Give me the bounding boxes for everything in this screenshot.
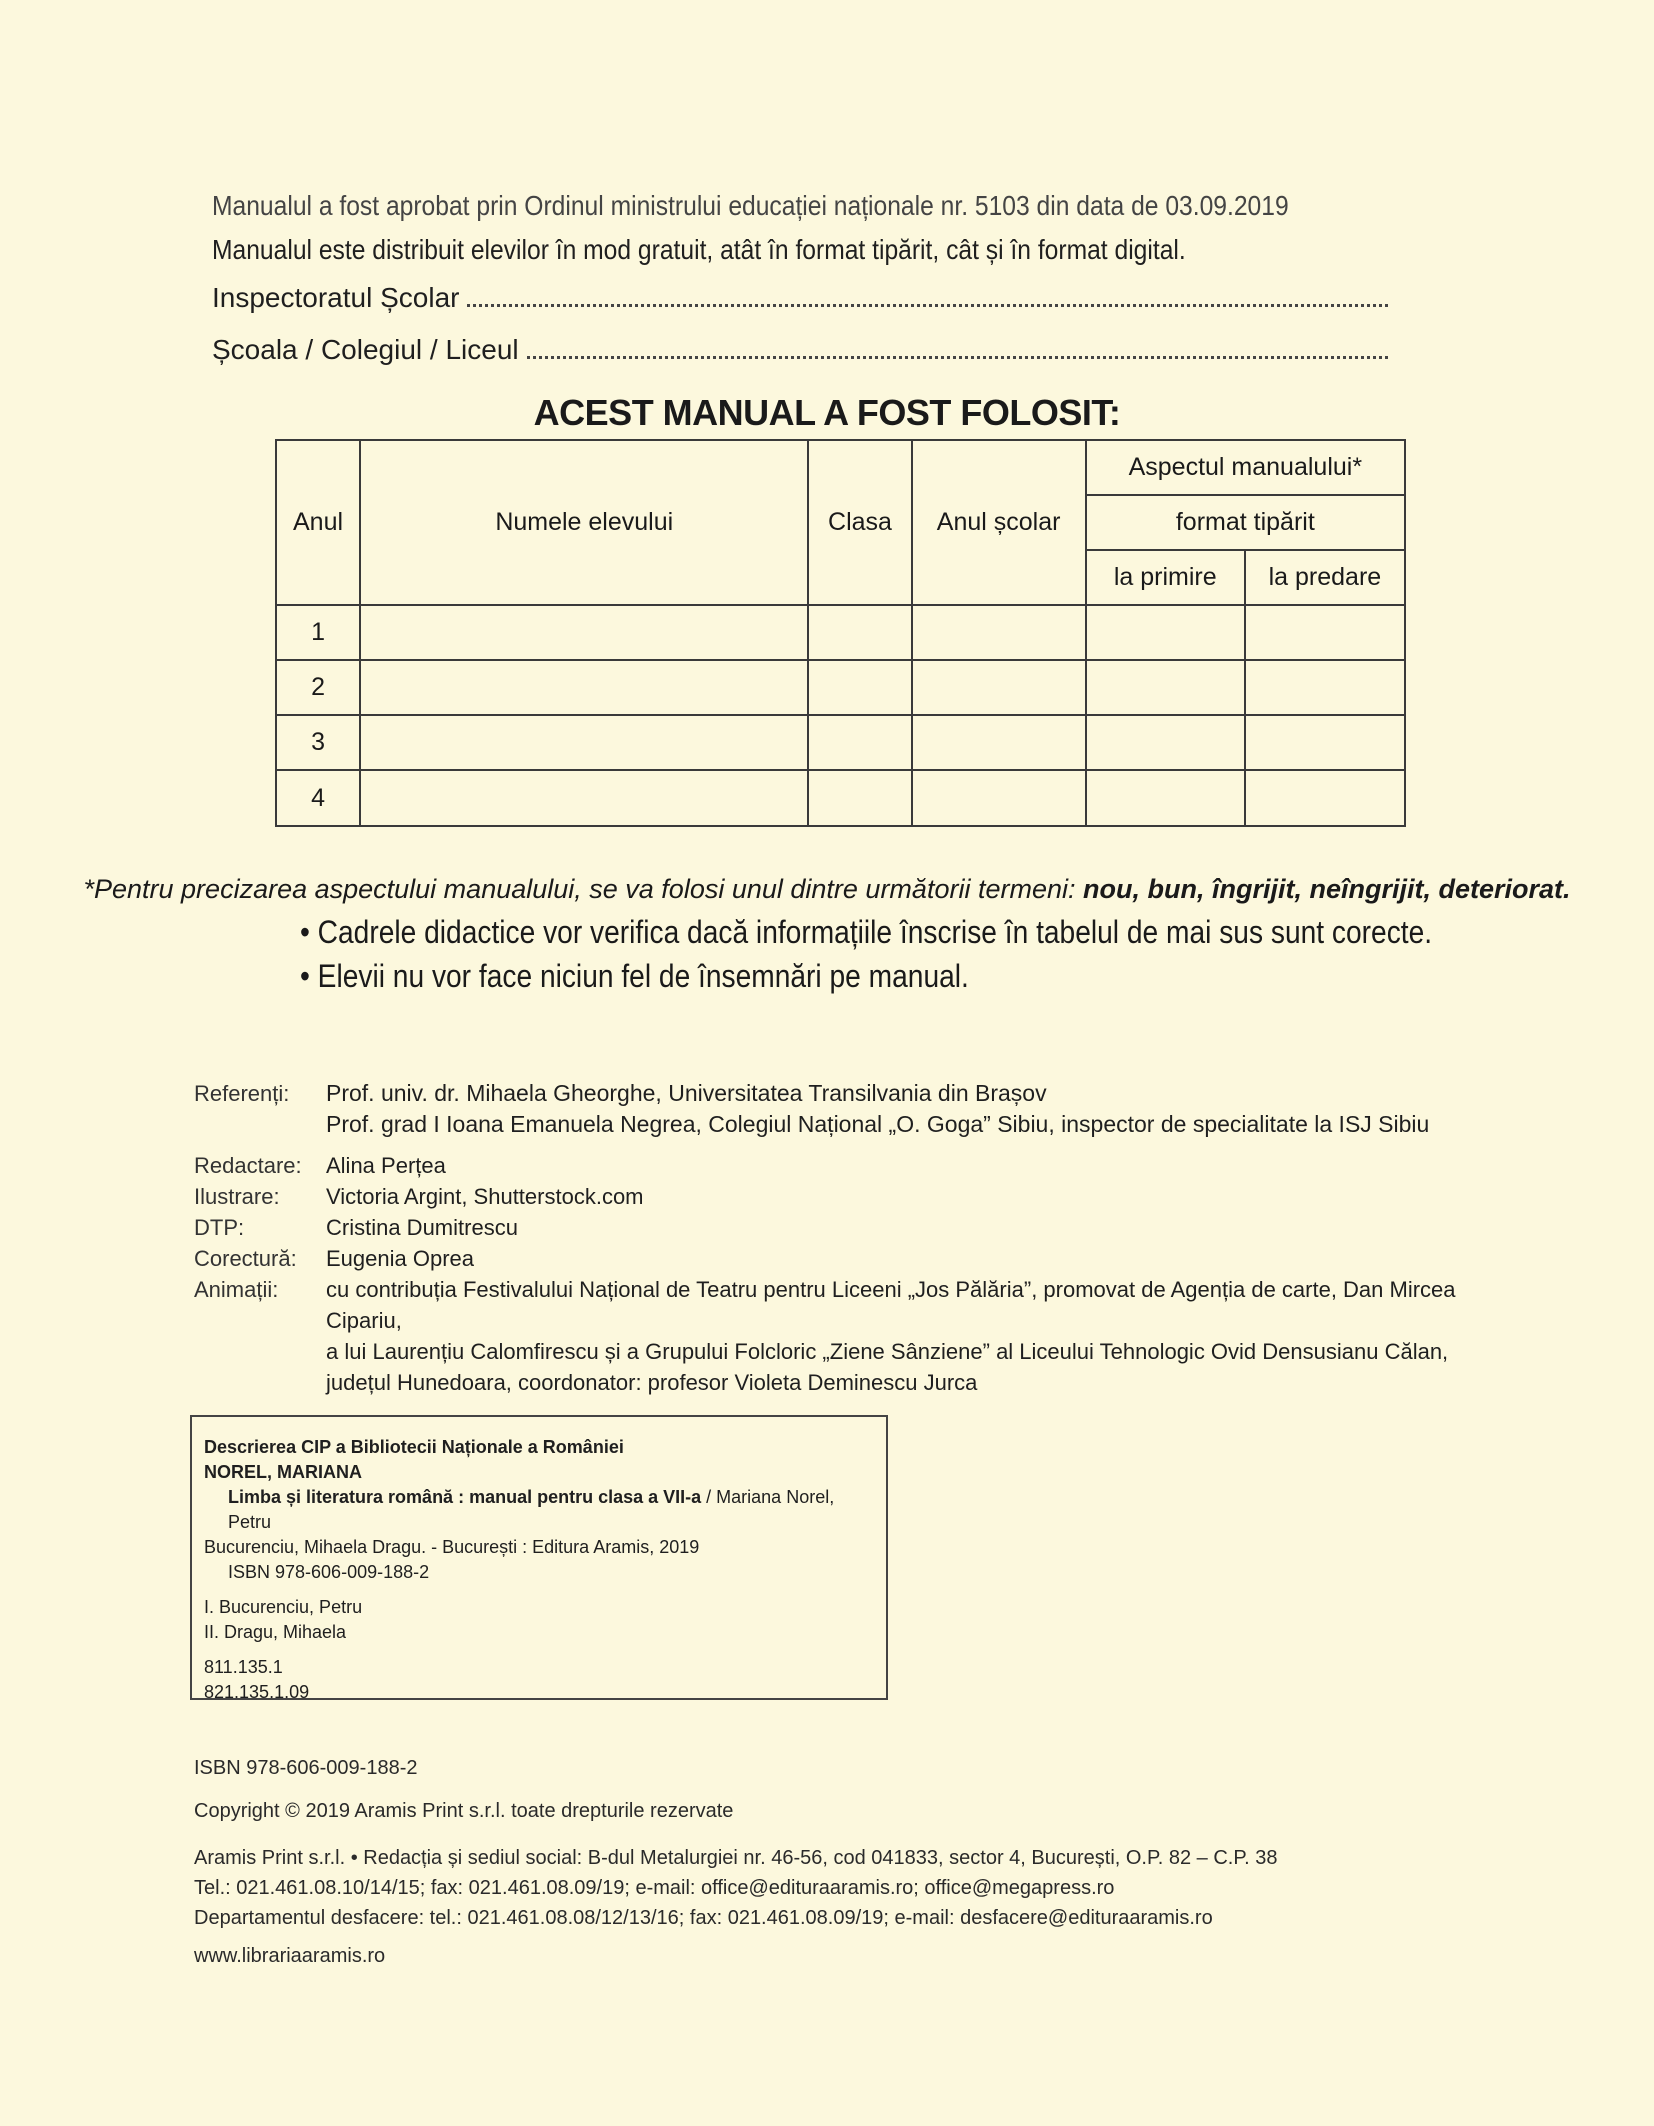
school-year-cell[interactable] — [912, 715, 1086, 770]
school-label: Școala / Colegiul / Liceul — [212, 334, 519, 365]
dtp-label: DTP: — [194, 1215, 245, 1240]
footer-sales: Departamentul desfacere: tel.: 021.461.08.08/12/13/16; fax: 021.461.08.09/19; e-mail: desfacere@edituraaramis.ro — [194, 1907, 1213, 1929]
name-cell[interactable] — [360, 660, 808, 715]
header-format: format tipărit — [1086, 495, 1405, 550]
receive-cell[interactable] — [1086, 660, 1245, 715]
header-year: Anul — [276, 440, 360, 605]
class-cell[interactable] — [808, 715, 911, 770]
receive-cell[interactable] — [1086, 715, 1245, 770]
aspect-terms: nou, bun, îngrijit, neîngrijit, deteriorat. — [1083, 874, 1571, 904]
return-cell[interactable] — [1245, 660, 1405, 715]
header-class: Clasa — [808, 440, 911, 605]
table-row — [276, 660, 1405, 715]
cip-code-2: 821.135.1.09 — [204, 1682, 310, 1702]
footer-website-link[interactable]: www.librariaaramis.ro — [194, 1945, 386, 1967]
animation-line-2: a lui Laurențiu Calomfirescu și a Grupului Folcloric „Ziene Sânziene” al Liceului Tehnologic Ovid Densusianu Călan, — [326, 1339, 1449, 1364]
school-year-cell[interactable] — [912, 770, 1086, 826]
credit-illustration — [194, 1181, 1526, 1212]
row-number: 2 — [276, 660, 360, 715]
footer-phone: Tel.: 021.461.08.10/14/15; fax: 021.461.08.09/19; e-mail: office@edituraaramis.ro; office@megapress.ro — [194, 1877, 1115, 1899]
editing-label: Redactare: — [194, 1153, 302, 1178]
class-cell[interactable] — [808, 770, 911, 826]
footer-isbn: ISBN 978-606-009-188-2 — [194, 1757, 418, 1779]
proof-value: Eugenia Oprea — [326, 1246, 474, 1271]
table-title: ACEST MANUAL A FOST FOLOSIT: — [533, 392, 1121, 433]
header-student-name: Numele elevului — [360, 440, 808, 605]
return-cell[interactable] — [1245, 770, 1405, 826]
referee-2: Prof. grad I Ioana Emanuela Negrea, Colegiul Național „O. Goga” Sibiu, inspector de specialitate la ISJ Sibiu — [326, 1111, 1430, 1137]
school-year-cell[interactable] — [912, 660, 1086, 715]
cip-coauthor-2: II. Dragu, Mihaela — [204, 1622, 347, 1642]
table-row — [276, 715, 1405, 770]
distribution-line: Manualul este distribuit elevilor în mod gratuit, atât în format tipărit, cât și în format digital. — [212, 234, 1186, 265]
proof-label: Corectură: — [194, 1246, 297, 1271]
credit-proofreading — [194, 1243, 1526, 1274]
cip-code-1: 811.135.1 — [204, 1657, 283, 1677]
animation-line-3: județul Hunedoara, coordonator: profesor Violeta Deminescu Jurca — [326, 1370, 978, 1395]
header-aspect: Aspectul manualului* — [1086, 440, 1405, 495]
referees-label: Referenți: — [194, 1081, 290, 1106]
illustration-label: Ilustrare: — [194, 1184, 280, 1209]
cip-publication: Bucurenciu, Mihaela Dragu. - București : Editura Aramis, 2019 — [204, 1537, 700, 1557]
cip-title: Limba și literatura română : manual pentru clasa a VII-a — [228, 1487, 702, 1507]
cip-header: Descrierea CIP a Bibliotecii Naționale a României — [204, 1437, 624, 1457]
receive-cell[interactable] — [1086, 605, 1245, 660]
credits-block — [194, 1078, 1526, 1398]
usage-table — [275, 439, 1406, 827]
no-notes-bullet: • Elevii nu vor face niciun fel de însemnări pe manual. — [300, 958, 969, 994]
cip-description-box — [190, 1415, 888, 1700]
credit-referees — [194, 1078, 1526, 1109]
class-cell[interactable] — [808, 660, 911, 715]
teacher-check-bullet: • Cadrele didactice vor verifica dacă informațiile înscrise în tabelul de mai sus sunt corecte. — [300, 914, 1433, 950]
return-cell[interactable] — [1245, 605, 1405, 660]
class-cell[interactable] — [808, 605, 911, 660]
animation-label: Animații: — [194, 1277, 279, 1302]
editing-value: Alina Perțea — [326, 1153, 446, 1178]
cip-coauthor-1: I. Bucurenciu, Petru — [204, 1597, 363, 1617]
school-year-cell[interactable] — [912, 605, 1086, 660]
animation-line-1: cu contribuția Festivalului Național de Teatru pentru Liceeni „Jos Pălăria”, promovat de Agenția de carte, Dan Mircea Cipariu, — [326, 1277, 1456, 1333]
name-cell[interactable] — [360, 715, 808, 770]
name-cell[interactable] — [360, 770, 808, 826]
credit-editing — [194, 1150, 1526, 1181]
inspectorate-field — [212, 282, 1388, 314]
aspect-note — [0, 874, 1654, 905]
illustration-value: Victoria Argint, Shutterstock.com — [326, 1184, 644, 1209]
table-row — [276, 605, 1405, 660]
receive-cell[interactable] — [1086, 770, 1245, 826]
footer-contact — [194, 1843, 1277, 1933]
dtp-value: Cristina Dumitrescu — [326, 1215, 518, 1240]
school-blank — [527, 338, 1388, 359]
cip-isbn: ISBN 978-606-009-188-2 — [228, 1562, 430, 1582]
inspectorate-blank — [467, 286, 1388, 307]
credit-animation — [194, 1274, 1526, 1336]
row-number: 4 — [276, 770, 360, 826]
cip-title-line — [204, 1485, 874, 1535]
footer-address: Aramis Print s.r.l. • Redacția și sediul social: B-dul Metalurgiei nr. 46-56, cod 041833, sector 4, București, O.P. 82 – C.P. 38 — [194, 1847, 1278, 1869]
approval-line: Manualul a fost aprobat prin Ordinul ministrului educației naționale nr. 5103 din data de 03.09.2019 — [212, 190, 1289, 221]
footer-copyright: Copyright © 2019 Aramis Print s.r.l. toate drepturile rezervate — [194, 1800, 734, 1822]
referee-1: Prof. univ. dr. Mihaela Gheorghe, Universitatea Transilvania din Brașov — [326, 1080, 1047, 1106]
header-return: la predare — [1245, 550, 1405, 605]
aspect-note-text: *Pentru precizarea aspectului manualului, se va folosi unul dintre următorii termeni: — [83, 874, 1083, 904]
return-cell[interactable] — [1245, 715, 1405, 770]
cip-author: NOREL, MARIANA — [204, 1462, 362, 1482]
inspectorate-label: Inspectoratul Școlar — [212, 282, 460, 313]
cip-title-rest: / Mariana Norel, Petru — [228, 1487, 835, 1532]
school-field — [212, 334, 1388, 366]
table-header-row — [276, 440, 1405, 495]
header-receive: la primire — [1086, 550, 1245, 605]
credit-dtp — [194, 1212, 1526, 1243]
row-number: 1 — [276, 605, 360, 660]
name-cell[interactable] — [360, 605, 808, 660]
table-row — [276, 770, 1405, 826]
header-school-year: Anul școlar — [912, 440, 1086, 605]
row-number: 3 — [276, 715, 360, 770]
